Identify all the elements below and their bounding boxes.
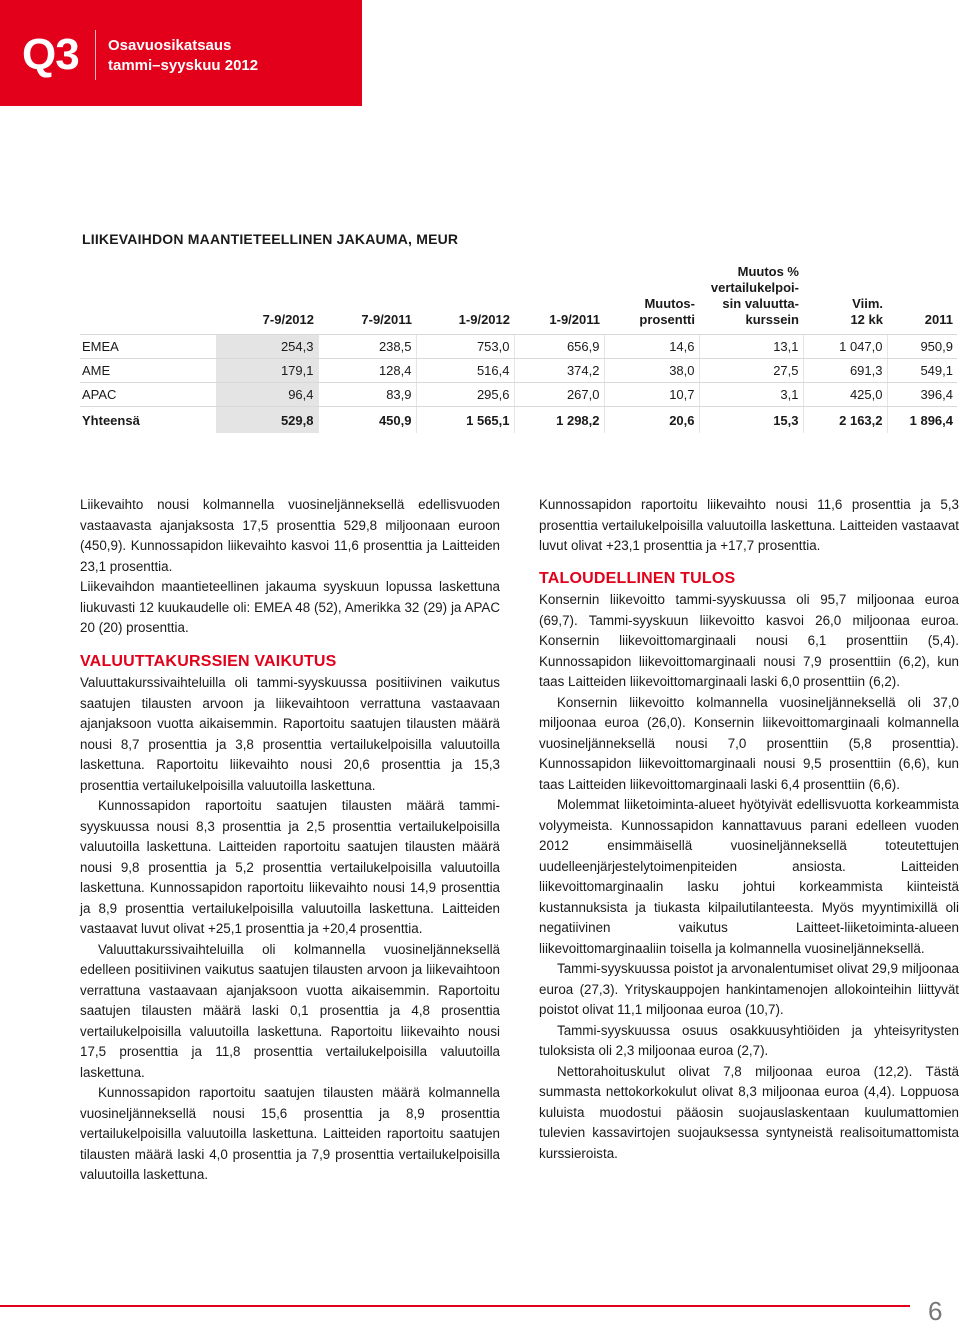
value-cell: 691,3	[803, 359, 887, 383]
column-header	[80, 264, 216, 335]
column-header	[416, 264, 514, 335]
value-cell: 516,4	[416, 359, 514, 383]
table-row	[80, 335, 957, 359]
header-divider	[95, 30, 96, 80]
value-cell: 3,1	[699, 383, 803, 407]
value-cell: 374,2	[514, 359, 604, 383]
column-header	[887, 264, 957, 335]
report-title: Osavuosikatsaus	[108, 37, 232, 54]
column-header-line: prosentti	[639, 312, 695, 327]
value-cell: 450,9	[318, 407, 416, 434]
value-cell: 14,6	[604, 335, 699, 359]
column-header-line: 1-9/2011	[549, 312, 600, 327]
column-header-line: 2011	[924, 312, 953, 327]
column-header-line: vertailukelpoi-	[710, 280, 799, 295]
value-cell: 950,9	[887, 335, 957, 359]
body-paragraph: Valuuttakurssivaihteluilla oli kolmannella vuosineljänneksellä edelleen positiivinen vaikutus saatujen tilausten arvoon ja liikevaihtoon verrattuna vastaavaan ajanjaksoon vuotta aikaisemmin. Raportoitu saatujen tilausten määrä laski 0,1 prosenttia ja 4,8 prosenttia vertailukelpoisilla valuutoilla laskettuna. Raportoitu liikevaihto nousi 17,5 prosenttia ja 11,8 prosenttia vertailukelpoisilla valuutoilla laskettuna.	[80, 941, 500, 1080]
value-cell: 128,4	[318, 359, 416, 383]
table-body	[80, 335, 957, 434]
column-header	[803, 264, 887, 335]
value-cell: 38,0	[604, 359, 699, 383]
table-total-row	[80, 407, 957, 434]
table-title: LIIKEVAIHDON MAANTIETEELLINEN JAKAUMA, MEUR	[82, 231, 459, 247]
value-cell: 295,6	[416, 383, 514, 407]
page-number: 6	[928, 1296, 943, 1326]
value-cell: 13,1	[699, 335, 803, 359]
value-cell: 1 896,4	[887, 407, 957, 434]
quarter-label: Q3	[22, 30, 79, 79]
column-header	[514, 264, 604, 335]
value-cell: 1 565,1	[416, 407, 514, 434]
body-paragraph: Valuuttakurssivaihteluilla oli tammi-syyskuussa positiivinen vaikutus saatujen tilausten arvoon ja liikevaihtoon verrattuna vastaavaan ajanjaksoon vuotta aikaisemmin. Raportoitu saatujen tilausten määrä nousi 8,7 prosenttia ja 3,8 prosenttia vertailukelpoisilla valuutoilla laskettuna. Raportoitu liikevaihto nousi 20,6 prosenttia ja 15,3 prosenttia vertailukelpoisilla valuutoilla laskettuna.	[80, 675, 500, 793]
column-header-line: Muutos-	[644, 296, 695, 311]
column-header-line: 12 kk	[850, 312, 883, 327]
value-cell: 96,4	[216, 383, 318, 407]
body-paragraph: Nettorahoituskulut olivat 7,8 miljoonaa euroa (12,2). Tästä summasta nettokorkokulut olivat 8,3 miljoonaa euroa (4,4). Loppuosa kuluista muodostui pääosin suojauslaskentaan kuulumattomien tulevien kassavirtojen suojauksessa syntyneistä realisoitumattomista kurssieroista.	[539, 1063, 959, 1161]
left-text-column	[80, 495, 500, 1186]
value-cell: 529,8	[216, 407, 318, 434]
value-cell: 20,6	[604, 407, 699, 434]
body-paragraph: Kunnossapidon raportoitu liikevaihto nousi 11,6 prosenttia ja 5,3 prosenttia vertailukelpoisilla valuutoilla laskettuna. Laitteiden vastaavat luvut olivat +23,1 prosenttia ja +17,7 prosenttia.	[539, 497, 959, 553]
body-paragraph: Tammi-syyskuussa osuus osakkuusyhtiöiden ja yhteisyritysten tuloksista oli 2,3 miljoonaa euroa (2,7).	[539, 1022, 959, 1058]
region-cell: APAC	[80, 383, 216, 407]
column-header-line: Muutos %	[737, 264, 799, 279]
value-cell: 238,5	[318, 335, 416, 359]
right-text-column	[539, 495, 959, 1164]
section-heading: TALOUDELLINEN TULOS	[539, 569, 736, 587]
column-header	[699, 264, 803, 335]
column-header	[216, 264, 318, 335]
table-header-row	[80, 264, 957, 335]
region-cell: Yhteensä	[80, 407, 216, 434]
body-paragraph: Konsernin liikevoitto kolmannella vuosineljänneksellä oli 37,0 miljoonaa euroa (26,0). Konsernin liikevoittomarginaali kolmannella vuosineljänneksellä nousi 7,0 prosenttiin (5,8 prosenttia). Kunnossapidon liikevoittomarginaali nousi 9,5 prosenttiin (6,6), kun taas Laitteiden liikevoittomarginaali laski 6,4 prosenttiin (6,6).	[539, 694, 959, 792]
column-header-line: 7-9/2012	[262, 312, 314, 327]
revenue-by-region-table	[80, 264, 957, 434]
body-paragraph: Kunnossapidon raportoitu saatujen tilausten määrä kolmannella vuosineljänneksellä nousi 15,6 prosenttia ja 8,9 prosenttia vertailukelpoisilla valuutoilla laskettuna. Laitteiden raportoitu saatujen tilausten määrä laski 4,0 prosenttia ja 7,9 prosenttia vertailukelpoisilla valuutoilla laskettuna.	[80, 1085, 500, 1182]
body-paragraph: Tammi-syyskuussa poistot ja arvonalentumiset olivat 29,9 miljoonaa euroa (27,3). Yrityskauppojen hankintamenojen allokointeihin liittyvät poistot olivat 11,1 miljoonaa euroa (10,7).	[539, 961, 959, 1017]
value-cell: 15,3	[699, 407, 803, 434]
body-paragraph: Kunnossapidon raportoitu saatujen tilausten määrä tammi-syyskuussa nousi 8,3 prosenttia ja 2,5 prosenttia vertailukelpoisilla valuutoilla laskettuna. Laitteiden raportoitu saatujen tilausten määrä nousi 9,8 prosenttia ja 5,2 prosenttia vertailukelpoisilla valuutoilla laskettuna. Kunnossapidon raportoitu liikevaihto nousi 14,9 prosenttia ja 8,9 prosenttia vertailukelpoisilla valuutoilla laskettuna. Laitteiden vastaavat luvut olivat +25,1 prosenttia ja +20,4 prosenttia.	[80, 798, 500, 936]
region-cell: AME	[80, 359, 216, 383]
column-header	[604, 264, 699, 335]
value-cell: 254,3	[216, 335, 318, 359]
value-cell: 83,9	[318, 383, 416, 407]
value-cell: 753,0	[416, 335, 514, 359]
value-cell: 179,1	[216, 359, 318, 383]
column-header-line: sin valuutta-	[722, 296, 799, 311]
value-cell: 396,4	[887, 383, 957, 407]
report-period: tammi–syyskuu 2012	[108, 57, 259, 74]
value-cell: 425,0	[803, 383, 887, 407]
column-header	[318, 264, 416, 335]
footer-line	[0, 1305, 910, 1307]
value-cell: 10,7	[604, 383, 699, 407]
section-heading: VALUUTTAKURSSIEN VAIKUTUS	[80, 652, 337, 670]
body-paragraph: Molemmat liiketoiminta-alueet hyötyivät edellisvuotta korkeammista volyymeista. Kunnossapidon kannattavuus parani edelleen vuoden 2012 ensimmäisellä vuosineljänneksellä toteutettujen uudelleenjärjestelytoimenpiteiden ansiosta. Laitteiden liikevoittomarginaalin lasku johtui korkeammista kiinteistä kustannuksista ja tiukasta kilpailutilanteesta. Myös myyntimixillä oli negatiivinen vaikutus Laitteet-liiketoiminta-alueen liikevoittomarginaaliin toisella ja kolmannella vuosineljänneksellä.	[539, 797, 959, 956]
column-header-line: 7-9/2011	[361, 312, 412, 327]
column-header-line: 1-9/2012	[458, 312, 510, 327]
column-header-line: Viim.	[852, 296, 883, 311]
report-header	[0, 0, 362, 106]
column-header-line: kurssein	[745, 312, 799, 327]
body-paragraph: Liikevaihdon maantieteellinen jakauma syyskuun lopussa laskettuna liukuvasti 12 kuukaudelle oli: EMEA 48 (52), Amerikka 32 (29) ja APAC 20 (20) prosenttia.	[80, 579, 500, 635]
body-paragraph: Konsernin liikevoitto tammi-syyskuussa oli 95,7 miljoonaa euroa (69,7). Tammi-syyskuun liikevoitto kasvoi 26,0 miljoonaa euroa. Konsernin liikevoittomarginaali nousi 6,1 prosenttiin (5,4). Kunnossapidon liikevoittomarginaali nousi 7,9 prosenttiin (6,2), kun taas Laitteiden liikevoittomarginaali laski 6,0 prosenttiin (6,2).	[539, 592, 959, 689]
value-cell: 2 163,2	[803, 407, 887, 434]
value-cell: 267,0	[514, 383, 604, 407]
value-cell: 1 047,0	[803, 335, 887, 359]
value-cell: 549,1	[887, 359, 957, 383]
body-paragraph: Liikevaihto nousi kolmannella vuosineljänneksellä edellisvuoden vastaavasta ajanjaksosta 17,5 prosenttia 529,8 miljoonaan euroon (450,9). Kunnossapidon liikevaihto kasvoi 11,6 prosenttia ja Laitteiden 23,1 prosenttia.	[80, 497, 500, 574]
region-cell: EMEA	[80, 335, 216, 359]
value-cell: 656,9	[514, 335, 604, 359]
value-cell: 1 298,2	[514, 407, 604, 434]
table-row	[80, 383, 957, 407]
table-row	[80, 359, 957, 383]
value-cell: 27,5	[699, 359, 803, 383]
